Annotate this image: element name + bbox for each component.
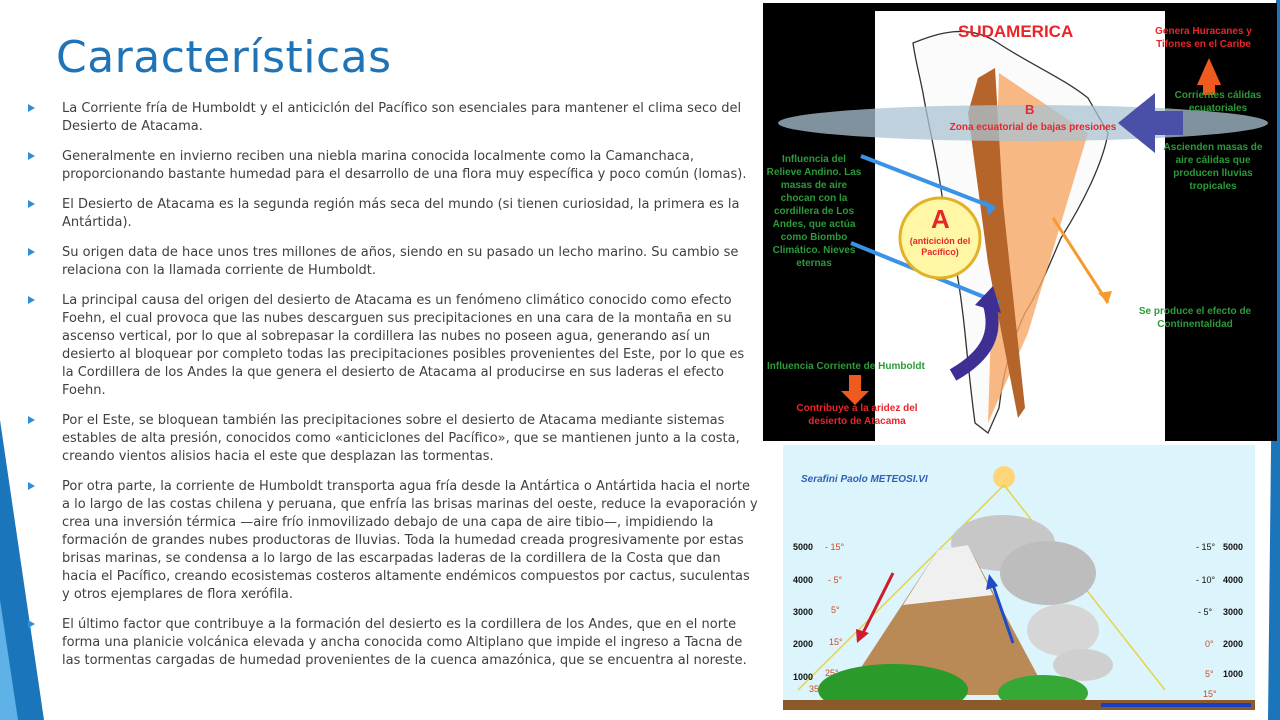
bullet-arrow-icon (28, 620, 35, 628)
map-low-pressure-letter: B (1025, 102, 1035, 117)
left-temp: 15° (829, 637, 843, 647)
right-temp: - 15° (1196, 542, 1216, 552)
bullet-text: La principal causa del origen del desierto de Atacama es un fenómeno climático conocido como efecto Foehn, el cual provoca que las nubes descarguen sus precipitaciones en una cara de la montaña en su ascenso vertical, por lo que al sobrepasar la cordillera las nubes no poseen agua, generando así un desierto al bloquear por completo todas las precipitaciones posibles provenientes del Este, por lo que es la Cordillera de los Andes la que genera el desierto de Atacama al producirse en sus laderas el efecto Foehn. (62, 293, 745, 398)
bullet-item (26, 196, 758, 232)
right-altitude-4000: 4000 (1223, 575, 1244, 585)
left-temp: 25° (825, 668, 839, 678)
bullet-arrow-icon (28, 482, 35, 490)
map-hurricanes-label: Genera Huracanes y Tifones en el Caribe (1155, 26, 1252, 50)
right-altitude-1000: 1000 (1223, 669, 1244, 679)
bullet-text: Generalmente en invierno reciben una niebla marina conocida localmente como la Camanchaca, proporcionando bastante humedad para el desarrollo de una flora muy específica y poco común (lomas). (62, 149, 747, 182)
map-aridity-label: Contribuye a la aridez del desierto de Atacama (796, 403, 918, 427)
bullet-arrow-icon (28, 152, 35, 160)
left-altitude-1000: 1000 (793, 672, 814, 682)
bullet-text: El Desierto de Atacama es la segunda región más seca del mundo (si tienen curiosidad, la primera es la Antártida). (62, 197, 740, 230)
map-low-pressure-label: Zona ecuatorial de bajas presiones (949, 122, 1117, 133)
foehn-mountain-diagram (783, 445, 1255, 710)
right-temp: 5° (1205, 669, 1214, 679)
map-continentality-label: Se produce el efecto de Continentalidad (1138, 306, 1252, 330)
map-anticyclone-letter: A (931, 204, 950, 234)
map-rising-air-label: Ascienden masas de aire cálidas que producen lluvias tropicales (1163, 142, 1263, 192)
bullet-text: La Corriente fría de Humboldt y el anticiclón del Pacífico son esenciales para mantener el clima seco del Desierto de Atacama. (62, 101, 742, 134)
right-temp: - 5° (1198, 607, 1213, 617)
bullet-item (26, 244, 758, 280)
map-title: SUDAMERICA (958, 22, 1074, 41)
bullet-item (26, 616, 758, 670)
map-warm-currents-label: Corrientes cálidas ecuatoriales (1174, 90, 1262, 114)
left-temp: - 5° (828, 575, 843, 585)
map-andes-influence-label: Influencia del Relieve Andino. Las masas de aire chocan con la cordillera de Los Andes, que actúa como Biombo Climático. Nieves eternas (766, 154, 862, 269)
bullet-item (26, 148, 758, 184)
bullet-arrow-icon (28, 104, 35, 112)
right-altitude-3000: 3000 (1223, 607, 1244, 617)
right-temp: 0° (1205, 639, 1214, 649)
bullet-text: Por otra parte, la corriente de Humboldt transporta agua fría desde la Antártica o Antártida hacia el norte a lo largo de las costas chilena y peruana, que enfría las brisas marinas del oeste, reduce la evaporación y crea una inversión térmica —aire frío inmovilizado debajo de una capa de aire tibio—, impidiendo la formación de grandes nubes productoras de lluvias. Toda la humedad creada progresivamente por estas brisas marinas, se condensa a lo largo de las escarpadas laderas de la cordillera de la Costa que dan hacia el Pacífico, creando ecosistemas costeros altamente endémicos compuestos por cactus, suculentas y otros ejemplares de flora xerófila. (62, 479, 758, 602)
mountain-credit: Serafini Paolo METEOSI.VI (801, 474, 928, 485)
left-altitude-5000: 5000 (793, 542, 814, 552)
map-anticyclone-label: (anticición del Pacífico) (909, 236, 971, 257)
bullet-item (26, 100, 758, 136)
right-temp: - 10° (1196, 575, 1216, 585)
left-temp: - 15° (825, 542, 845, 552)
bullet-list (26, 100, 758, 682)
bullet-arrow-icon (28, 248, 35, 256)
left-altitude-2000: 2000 (793, 639, 814, 649)
bullet-text: El último factor que contribuye a la formación del desierto es la cordillera de los Andes, que en el norte forma una planicie volcánica elevada y ancha conocida como Altiplano que impide el ingreso a Tacna de las tormentas cargadas de humedad provenientes de la cuenca amazónica, que se encuentra al noreste. (62, 617, 747, 668)
left-altitude-3000: 3000 (793, 607, 814, 617)
bullet-text: Por el Este, se bloquean también las precipitaciones sobre el desierto de Atacama mediante sistemas estables de alta presión, conocidos como «anticiclones del Pacífico», que se mantienen junto a la costa, creando vientos alisios hacia el este que desplazan las tormentas. (62, 413, 740, 464)
right-temp: 15° (1203, 689, 1217, 699)
map-humboldt-label: Influencia Corriente de Humboldt (767, 361, 925, 372)
left-altitude-4000: 4000 (793, 575, 814, 585)
bullet-arrow-icon (28, 200, 35, 208)
bullet-arrow-icon (28, 296, 35, 304)
right-altitude-2000: 2000 (1223, 639, 1244, 649)
bullet-item (26, 478, 758, 604)
right-altitude-5000: 5000 (1223, 542, 1244, 552)
left-temp: 5° (831, 605, 840, 615)
south-america-climate-map (763, 3, 1277, 441)
slide-title: Características (56, 32, 392, 83)
bullet-text: Su origen data de hace unos tres millones de años, siendo en su pasado un lecho marino. Su cambio se relaciona con la llamada corriente de Humboldt. (62, 245, 739, 278)
bullet-item (26, 292, 758, 400)
bullet-arrow-icon (28, 416, 35, 424)
left-temp: 35° (809, 684, 823, 694)
bullet-item (26, 412, 758, 466)
